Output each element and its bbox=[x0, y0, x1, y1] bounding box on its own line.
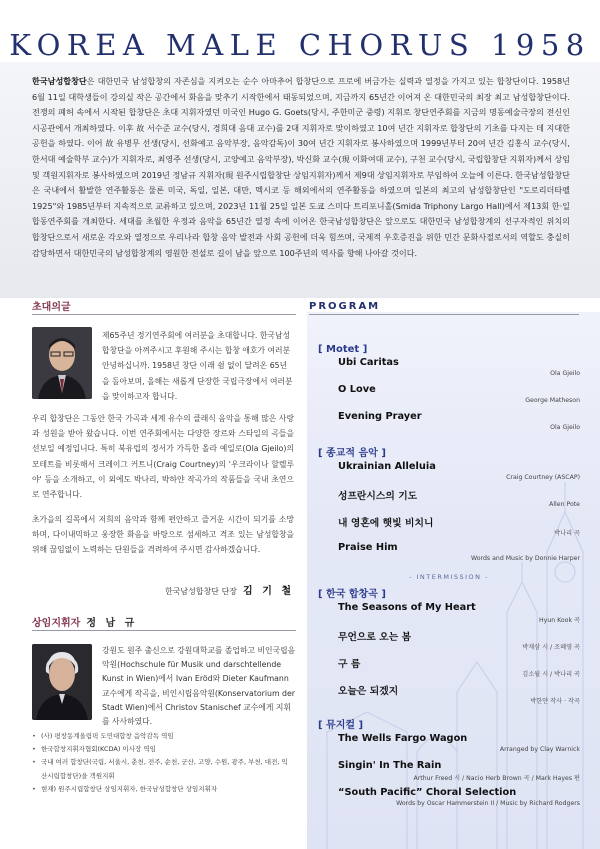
piece-credit: Arthur Freed 시 / Nacio Herb Brown 곡 / Mark Hayes 편 bbox=[413, 775, 580, 782]
program-list bbox=[318, 318, 580, 812]
page-title: KOREA MALE CHORUS 1958 bbox=[9, 28, 591, 62]
piece-title: 성프란시스의 기도 bbox=[338, 491, 418, 502]
conductor-role: 상임지휘자 bbox=[32, 618, 81, 629]
piece-title: 구 름 bbox=[338, 659, 361, 670]
piece-title: 무언으로 오는 봄 bbox=[338, 632, 412, 643]
program-piece bbox=[318, 785, 580, 812]
piece-title: 오늘은 되겠지 bbox=[338, 686, 399, 697]
greeting-signature bbox=[60, 582, 294, 597]
program-piece bbox=[318, 513, 580, 540]
piece-credit: Arranged by Clay Warnick bbox=[499, 746, 580, 753]
piece-title: 내 영혼에 햇빛 비치니 bbox=[338, 518, 434, 529]
intro-paragraph bbox=[32, 74, 570, 261]
piece-credit: 박나리 곡 bbox=[554, 530, 580, 537]
greeting-paragraph-2: 우리 합창단은 그동안 한국 가곡과 세계 유수의 클래식 음악을 통해 많은 사랑과 성원을 받아 왔습니다. 이번 연주회에서는 다양한 장르와 스타일의 곡들을 선보일 예정입니다. 특히 북유럽의 정서가 가득한 올라 예일로(Ola Gjeilo)의 모테트를 비롯해서 크레이그 커트니(Craig Courtney)의 '우크라이나 할렐루야' 등을 소개하고, 이 외에도 박나리, 박하얀 작곡가의 작품들을 국내 초연으로 연주합니다. bbox=[32, 414, 294, 500]
program-piece bbox=[318, 459, 580, 486]
piece-title: The Seasons of My Heart bbox=[338, 602, 476, 613]
president-photo bbox=[32, 327, 92, 399]
greeting-divider bbox=[32, 314, 296, 315]
intro-lead: 한국남성합창단 bbox=[32, 76, 87, 86]
program-piece bbox=[318, 409, 580, 436]
conductor-photo bbox=[32, 644, 92, 720]
piece-title: Praise Him bbox=[338, 542, 398, 553]
piece-credit: George Matheson bbox=[525, 397, 580, 404]
program-piece bbox=[318, 382, 580, 409]
greeting-paragraph-1: 제65주년 정기연주회에 여러분을 초대합니다. 한국남성합창단을 아껴주시고 후원해 주시는 합창 애호가 여러분 안녕하십니까. 1958년 창단 이래 쉼 없이 달려온 65년을 돌아보며, 올해는 새롭게 단장한 국립극장에서 여러분을 맞이하고자 합니다. bbox=[102, 331, 293, 401]
program-category-motet: [ Motet ] bbox=[318, 344, 368, 355]
program-category-korean: [ 한국 합창곡 ] bbox=[318, 589, 386, 600]
conductor-heading bbox=[32, 614, 137, 629]
piece-title: Ubi Caritas bbox=[338, 357, 399, 368]
career-item: • 국내 여러 합창단(국립, 서울시, 춘천, 전주, 순천, 군산, 고양, 수원, 광주, 부천, 대전, 익산시립합창단)을 객원지휘 bbox=[32, 756, 294, 782]
conductor-bio: 강원도 원주 출신으로 강원대학교를 졸업하고 비인국립음악원(Hochschule für Musik und darschtellende Kunst in Wien)에서 Ivan Eröd와 Dieter Kaufmann교수에게 작곡을, 비인시립음악원(Konservatorium der Stadt Wien)에서 Christov Stanischef 교수에게 지휘를 사사하였다. bbox=[102, 646, 296, 727]
intro-text: 은 대한민국 남성합창의 자존심을 지켜오는 순수 아마추어 합창단으로 프로에 버금가는 실력과 열정을 가지고 있는 합창단이다. 1958년 6월 11일 대학생들이 강의실 작은 공간에서 화음을 맞추기 시작한에서 태동되었으며, 지금까지 65년간 이어져 온 대한민국의 최장 최고 남성합창단이다. 전쟁의 폐허 속에서 시작된 합창단은 초대 지휘자였던 미국인 Hugo G. Goets(당시, 주한미군 중령) 지휘로 창단연주회를 지금의 명동예술극장의 전신인 시공관에서 개최하였다. 이후 故 서수준 교수(당시, 경희대 음대 교수)를 2대 지휘자로 맞이하였고 10여 년간 지휘자로 합창단의 기초를 다지는 데 지대한 공헌을 하였다. 이어 故 유병무 선생(당시, 선화예고 음악부장, 음악감독)이 30여 년간 지휘자로 봉사하였으며 1999년부터 20여 년간 김홍식 교수(당시, 한서대 예술학부 교수)가 지휘자로, 최영주 선생(당시, 고양예고 음악부장), 박신화 교수(現 이화여대 교수), 구천 교수(당시, 국립합창단 지휘자)께서 상임 및 객원지휘자로 봉사하였으며 2019년 정남규 지휘자(現 원주시립합창단 상임지휘자)께서 제9대 상임지휘자로 부임하여 오늘에 이른다. 한국남성합창단은 국내에서 활발한 연주활동은 물론 미국, 독일, 일본, 대만, 멕시코 등 해외에서의 연주활동을 하였으며 일본의 최고의 남성합창단인 "도로리더타펠 1925"와 1985년부터 지속적으로 교류하고 있으며, 2023년 11월 25일 일본 도쿄 스미다 트리포니홀(Smida Triphony Largo Hall)에서 제13회 한·일합동연주회를 개최한다. 세대를 초월한 우정과 음악을 65년간 열정 속에 이어온 한국남성합창단은 앞으로도 대한민국 남성합창계의 선구자적인 위치의 합창단으로서 새로운 각오와 열정으로 우리나라 합창 음악 발전과 사회 공헌에 더욱 힘쓰며, 국제적 우호증진을 위한 민간 문화사절로서의 역할도 충실히 감당하면서 대한민국의 남성합창계의 영원한 전설로 길이 남을 앞으로 100주년의 역사를 향해 나아갈 것이다. bbox=[32, 76, 570, 258]
signature-role: 한국남성합창단 단장 bbox=[164, 587, 238, 596]
piece-title: Singin' In The Rain bbox=[338, 760, 442, 771]
program-category-musical: [ 뮤지컬 ] bbox=[318, 720, 364, 731]
greeting-paragraph-3: 초가을의 길목에서 저희의 음악과 함께 편안하고 즐거운 시간이 되기를 소망하며, 다이내믹하고 웅장한 화음을 바탕으로 섬세하고 격조 있는 남성합창을 위해 끊임없이 노력하는 단원들을 격려하여 주시면 감사하겠습니다. bbox=[32, 515, 294, 555]
piece-credit: 박재삼 시 / 조혜영 곡 bbox=[522, 644, 580, 651]
program-piece bbox=[318, 600, 580, 627]
program-piece bbox=[318, 486, 580, 513]
piece-credit: Hyun Kook 곡 bbox=[539, 617, 580, 624]
piece-credit: 김소월 시 / 박나리 곡 bbox=[522, 671, 580, 678]
greeting-heading: 초대의글 bbox=[32, 302, 71, 313]
intermission-label: - INTERMISSION - bbox=[409, 573, 489, 581]
piece-title: Ukrainian Alleluia bbox=[338, 461, 436, 472]
program-piece bbox=[318, 540, 580, 567]
piece-title: Evening Prayer bbox=[338, 411, 422, 422]
piece-title: “South Pacific” Choral Selection bbox=[338, 787, 517, 798]
career-item: • 현재) 원주시립합창단 상임지휘자, 한국남성합창단 상임지휘자 bbox=[32, 783, 294, 796]
program-piece bbox=[318, 681, 580, 708]
signature-name: 김 기 철 bbox=[243, 586, 294, 597]
conductor-name: 정 남 규 bbox=[86, 618, 138, 629]
program-divider bbox=[309, 314, 579, 315]
piece-credit: Ola Gjeilo bbox=[550, 370, 580, 377]
conductor-career-list bbox=[32, 730, 294, 796]
program-piece bbox=[318, 355, 580, 382]
piece-title: O Love bbox=[338, 384, 376, 395]
conductor-divider bbox=[32, 630, 296, 631]
piece-credit: 박한얀 작사 · 작곡 bbox=[530, 698, 580, 705]
piece-credit: Craig Courtney (ASCAP) bbox=[506, 474, 580, 481]
piece-title: The Wells Fargo Wagon bbox=[338, 733, 468, 744]
piece-credit: Allen Pote bbox=[549, 501, 580, 508]
piece-credit: Words by Oscar Hammerstein II / Music by Richard Rodgers bbox=[396, 800, 580, 807]
piece-credit: Words and Music by Donnie Harper bbox=[471, 555, 580, 562]
career-item: • 한국합창지휘자협회(KCDA) 이사장 역임 bbox=[32, 743, 294, 756]
program-piece bbox=[318, 654, 580, 681]
program-piece bbox=[318, 758, 580, 785]
program-piece bbox=[318, 731, 580, 758]
career-item: • (사) 평창동계올림픽 도민대합창 음악감독 역임 bbox=[32, 730, 294, 743]
program-category-religious: [ 종교적 음악 ] bbox=[318, 448, 386, 459]
program-heading: PROGRAM bbox=[309, 301, 381, 312]
piece-credit: Ola Gjeilo bbox=[550, 424, 580, 431]
program-piece bbox=[318, 627, 580, 654]
